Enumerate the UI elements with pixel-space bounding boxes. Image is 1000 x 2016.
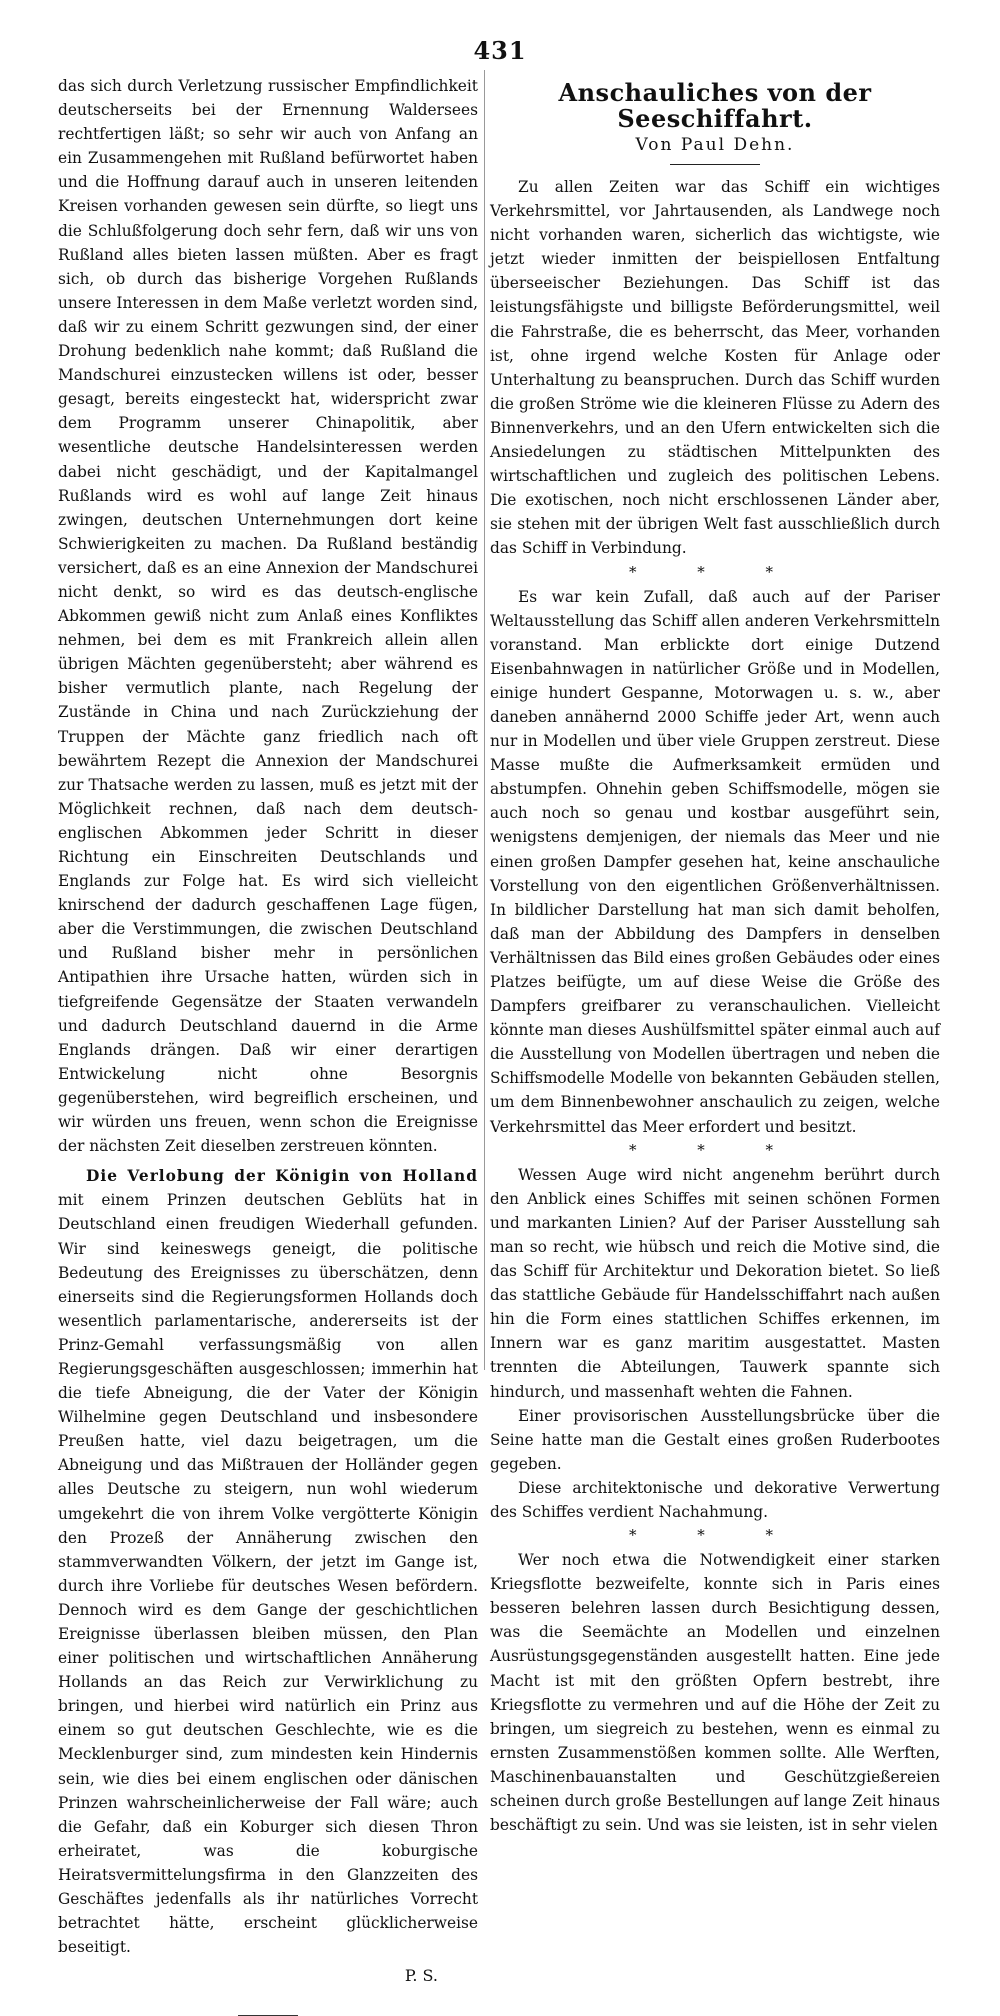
left-column — [58, 74, 478, 2016]
left-paragraph-1: das sich durch Verletzung russischer Empfindlichkeit deutscherseits bei der Ernennung Waldersees rechtfertigen läßt; so sehr wir auch von Anfang an ein Zusammengehen mit Rußland befürwortet haben und die Hoffnung darauf auch in unseren leitenden Kreisen vorhanden gewesen sein dürfte, so liegt uns die Schlußfolgerung doch sehr fern, daß wir uns von Rußland alles bieten lassen müßten. Aber es fragt sich, ob durch das bisherige Vorgehen Rußlands unsere Interessen in dem Maße verletzt worden sind, daß wir zu einem Schritt gezwungen sind, der einer Drohung bedenklich nahe kommt; daß Rußland die Mandschurei einzustecken willens ist oder, besser gesagt, bereits eingesteckt hat, widerspricht zwar dem Programm unserer Chinapolitik, aber wesentliche deutsche Handelsinteressen werden dabei nicht geschädigt, und der Kapitalmangel Rußlands wird es wohl auf lange Zeit hinaus zwingen, deutschen Unternehmungen dort keine Schwierigkeiten zu machen. Da Rußland beständig versichert, daß es an eine Annexion der Mandschurei nicht denkt, so wird es das deutsch-englische Abkommen gewiß nicht zum Anlaß eines Konfliktes nehmen, bei dem es mit Frankreich allein allen übrigen Mächten gegenübersteht; aber während es bisher vermutlich plante, nach Regelung der Zustände in China und nach Zurückziehung der Truppen der Mächte ganz friedlich nach oft bewährtem Rezept die Annexion der Mandschurei zur Thatsache werden zu lassen, muß es jetzt mit der Möglichkeit rechnen, daß nach dem deutsch-englischen Abkommen jeder Schritt in dieser Richtung ein Einschreiten Deutschlands und Englands zur Folge hat. Es wird sich vielleicht knirschend der dadurch geschaffenen Lage fügen, aber die Verstimmungen, die zwischen Deutschland und Rußland bisher mehr in persönlichen Antipathien ihre Ursache hatten, würden sich in tiefgreifende Gegensätze der Staaten verwandeln und dadurch Deutschland dauernd in die Arme Englands drängen. Daß wir einer derartigen Entwickelung nicht ohne Besorgnis gegenüberstehen, wird begreiflich erscheinen, und wir würden uns freuen, wenn schon die Ereignisse der nächsten Zeit dieselben zerstreuen könnten. — [58, 77, 478, 1156]
right-paragraph-2: Es war kein Zufall, daß auch auf der Pariser Weltausstellung das Schiff allen anderen Verkehrsmitteln voranstand. Man erblickte dort einige Dutzend Eisenbahnwagen in natürlicher Größe und in Modellen, einige hundert Gespanne, Motorwagen u. s. w., aber daneben annähernd 2000 Schiffe jeder Art, wenn auch nur in Modellen und über viele Gruppen zerstreut. Diese Masse mußte die Aufmerksamkeit ermüden und abstumpfen. Ohnehin geben Schiffsmodelle, mögen sie auch noch so genau und kostbar ausgeführt sein, wenigstens demjenigen, der niemals das Meer und nie einen großen Dampfer gesehen hat, keine anschauliche Vorstellung von den eigentlichen Größenverhältnissen. In bildlicher Darstellung hat man sich damit beholfen, daß man der Abbildung des Dampfers in denselben Verhältnissen das Bild eines großen Gebäudes oder eines Platzes beifügte, um auf diese Weise die Größe des Dampfers greifbarer zu veranschaulichen. Vielleicht könnte man dieses Aushülfsmittel später einmal auch auf die Ausstellung von Modellen übertragen und neben die Schiffsmodelle Modelle von bekannten Gebäuden stellen, um dem Binnenbewohner anschaulich zu zeigen, welche Verkehrsmittel das Meer erfordert und besitzt. — [490, 587, 940, 1136]
section-separator: * * * — [628, 1140, 802, 1159]
right-paragraph-1: Zu allen Zeiten war das Schiff ein wichtiges Verkehrsmittel, vor Jahrtausenden, als Landwege noch nicht vorhanden waren, sicherlich das wichtigste, wie jetzt wieder inmitten der beispiellosen Entfaltung überseeischer Beziehungen. Das Schiff ist das leistungsfähigste und billigste Beförderungsmittel, weil die Fahrstraße, die es beherrscht, das Meer, vorhanden ist, ohne irgend welche Kosten für Anlage oder Unterhaltung zu beanspruchen. Durch das Schiff wurden die großen Ströme wie die kleineren Flüsse zu Adern des Binnenverkehrs, und an den Ufern entwickelten sich die Ansiedelungen zu städtischen Mittelpunkten des wirtschaftlichen und zugleich des politischen Lebens. Die exotischen, noch nicht erschlossenen Länder aber, sie stehen mit der übrigen Welt fast ausschließlich durch das Schiff in Verbindung. — [490, 178, 940, 558]
page-number: 431 — [473, 36, 527, 65]
right-paragraph-3: Wessen Auge wird nicht angenehm berührt durch den Anblick eines Schiffes mit seinen schönen Formen und markanten Linien? Auf der Pariser Ausstellung sah man so recht, wie hübsch und reich die Motive sind, die das Schiff für Architektur und Dekoration bietet. So ließ das stattliche Gebäude für Handelsschiffahrt nach außen hin die Form eines stattlichen Schiffes erkennen, im Innern war es ganz maritim ausgestattet. Masten trennten die Abteilungen, Tauwerk spannte sich hindurch, und massenhaft wehten die Fahnen. — [490, 1165, 940, 1401]
article-byline: Von Paul Dehn. — [635, 135, 795, 155]
right-paragraph-4: Einer provisorischen Ausstellungsbrücke über die Seine hatte man die Gestalt eines großen Ruderbootes gegeben. — [490, 1406, 940, 1473]
title-rule — [670, 164, 760, 165]
right-column — [490, 74, 940, 1837]
right-paragraph-5: Diese architektonische und dekorative Verwertung des Schiffes verdient Nachahmung. — [490, 1478, 940, 1521]
section-lead-heading: Die Verlobung der Königin von Holland — [86, 1167, 478, 1186]
section-separator: * * * — [628, 1526, 802, 1545]
left-paragraph-2-body: mit einem Prinzen deutschen Geblüts hat in Deutschland einen freudigen Wiederhall gefunden. Wir sind keineswegs geneigt, die politische Bedeutung des Ereignisses zu überschätzen, denn einerseits sind die Regierungsformen Hollands doch wesentlich parlamentarische, andererseits ist der Prinz-Gemahl verfassungsmäßig von allen Regierungsgeschäften ausgeschlossen; immerhin hat die tiefe Abneigung, die der Vater der Königin Wilhelmine gegen Deutschland und insbesondere Preußen hatte, viel dazu beigetragen, um die Abneigung und das Mißtrauen der Holländer gegen alles Deutsche zu steigern, nun wohl wiederum umgekehrt die von ihrem Volke vergötterte Königin den Prozeß der Annäherung zwischen den stammverwandten Völkern, der jetzt im Gange ist, durch ihre Vorliebe für deutsches Wesen befördern. Dennoch wird es dem Gange der geschichtlichen Ereignisse überlassen bleiben müssen, den Plan einer politischen und wirtschaftlichen Annäherung Hollands an das Reich zur Verwirklichung zu bringen, und hierbei wird natürlich ein Prinz aus einem so gut deutschen Geschlechte, wie es die Mecklenburger sind, zum mindesten kein Hindernis sein, wie dies bei einem englischen oder dänischen Prinzen wahrscheinlicherweise der Fall wäre; auch die Gefahr, daß ein Koburger sich diesen Thron erheiratet, was die koburgische Heiratsvermittelungsfirma in den Glanzzeiten des Geschäftes jedenfalls als ihr natürliches Vorrecht betrachtet hätte, erscheint glücklicherweise beseitigt. — [58, 1191, 478, 1957]
author-signature: P. S. — [404, 1966, 438, 1986]
column-divider — [484, 70, 485, 1370]
right-paragraph-6: Wer noch etwa die Notwendigkeit einer starken Kriegsflotte bezweifelte, konnte sich in Paris eines besseren belehren lassen durch Besichtigung dessen, was die Seemächte an Modellen und einzelnen Ausrüstungsgegenständen ausgestellt hatten. Eine jede Macht ist mit den größten Opfern bestrebt, ihre Kriegsflotte zu vermehren und auf die Höhe der Zeit zu bringen, um siegreich zu bestehen, wenn es einmal zu ernsten Zusammenstößen kommen sollte. Alle Werften, Maschinenbauanstalten und Geschützgießereien scheinen durch große Bestellungen auf lange Zeit hinaus beschäftigt zu sein. Und was sie leisten, ist in sehr vielen — [490, 1551, 940, 1835]
left-paragraph-2 — [58, 1164, 478, 1959]
section-separator: * * * — [628, 562, 802, 581]
article-title: Anschauliches von der Seeschiffahrt. — [558, 78, 872, 133]
